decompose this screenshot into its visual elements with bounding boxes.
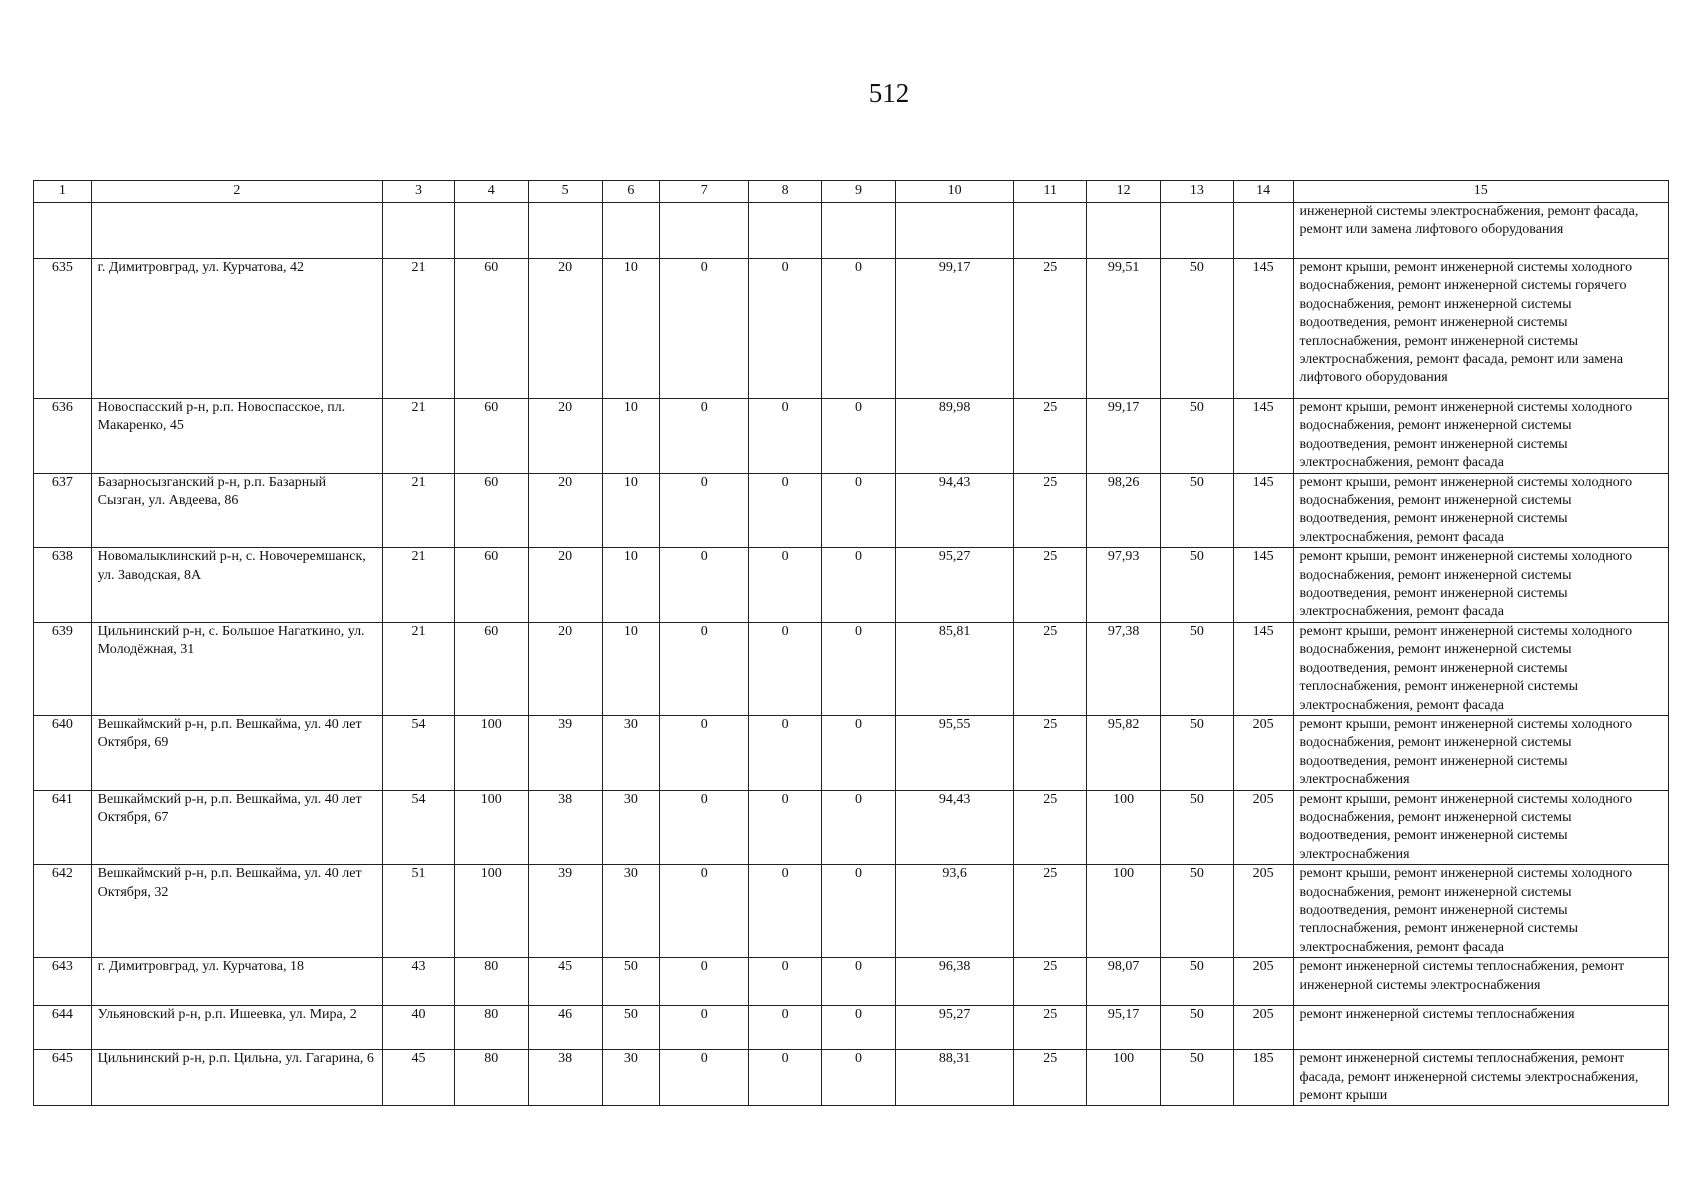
col-10-value: 99,17 <box>895 259 1013 399</box>
cell-empty <box>602 203 660 259</box>
col-12-value: 98,07 <box>1087 958 1161 1006</box>
col-11-value: 25 <box>1014 715 1087 790</box>
work-list: ремонт крыши, ремонт инженерной системы холодного водоснабжения, ремонт инженерной системы водоотведения, ремонт инженерной системы электроснабжения, ремонт фасада <box>1293 473 1668 548</box>
col-13-value: 50 <box>1160 1006 1233 1050</box>
col-5-value: 20 <box>528 622 602 715</box>
col-4-value: 100 <box>454 790 528 865</box>
col-11-value: 25 <box>1014 399 1087 474</box>
col-5-value: 20 <box>528 548 602 623</box>
col-7-value: 0 <box>660 790 749 865</box>
col-5-value: 20 <box>528 259 602 399</box>
column-number-9: 9 <box>822 181 896 203</box>
col-3-value: 54 <box>383 790 455 865</box>
col-3-value: 21 <box>383 622 455 715</box>
column-number-7: 7 <box>660 181 749 203</box>
col-13-value: 50 <box>1160 958 1233 1006</box>
work-list: ремонт крыши, ремонт инженерной системы холодного водоснабжения, ремонт инженерной системы водоотведения, ремонт инженерной системы теплоснабжения, ремонт инженерной системы электроснабжения, ремонт фасада <box>1293 865 1668 958</box>
col-6-value: 10 <box>602 473 660 548</box>
col-3-value: 51 <box>383 865 455 958</box>
cell-empty <box>1233 203 1293 259</box>
column-number-10: 10 <box>895 181 1013 203</box>
col-6-value: 50 <box>602 958 660 1006</box>
col-7-value: 0 <box>660 548 749 623</box>
table-row <box>34 622 1669 715</box>
table-row <box>34 548 1669 623</box>
work-list: ремонт инженерной системы теплоснабжения, ремонт инженерной системы электроснабжения <box>1293 958 1668 1006</box>
col-6-value: 50 <box>602 1006 660 1050</box>
col-4-value: 60 <box>454 259 528 399</box>
address: Цильнинский р-н, р.п. Цильна, ул. Гагарина, 6 <box>91 1050 382 1106</box>
col-10-value: 89,98 <box>895 399 1013 474</box>
col-13-value: 50 <box>1160 622 1233 715</box>
row-number: 639 <box>34 622 92 715</box>
col-7-value: 0 <box>660 1050 749 1106</box>
cell-empty <box>454 203 528 259</box>
table-row <box>34 1006 1669 1050</box>
total-score: 205 <box>1233 715 1293 790</box>
col-3-value: 54 <box>383 715 455 790</box>
col-12-value: 99,17 <box>1087 399 1161 474</box>
col-7-value: 0 <box>660 399 749 474</box>
col-12-value: 100 <box>1087 865 1161 958</box>
col-13-value: 50 <box>1160 473 1233 548</box>
col-8-value: 0 <box>749 259 822 399</box>
col-9-value: 0 <box>822 622 896 715</box>
total-score: 205 <box>1233 790 1293 865</box>
page-number: 512 <box>868 78 910 108</box>
total-score: 145 <box>1233 622 1293 715</box>
col-6-value: 10 <box>602 622 660 715</box>
register-table <box>33 180 1669 1106</box>
col-8-value: 0 <box>749 865 822 958</box>
col-11-value: 25 <box>1014 1006 1087 1050</box>
cell-empty <box>660 203 749 259</box>
col-8-value: 0 <box>749 399 822 474</box>
col-5-value: 38 <box>528 790 602 865</box>
column-number-14: 14 <box>1233 181 1293 203</box>
col-7-value: 0 <box>660 622 749 715</box>
col-3-value: 40 <box>383 1006 455 1050</box>
col-8-value: 0 <box>749 622 822 715</box>
total-score: 185 <box>1233 1050 1293 1106</box>
row-number: 638 <box>34 548 92 623</box>
table-row <box>34 399 1669 474</box>
col-11-value: 25 <box>1014 958 1087 1006</box>
table-row <box>34 958 1669 1006</box>
col-5-value: 39 <box>528 865 602 958</box>
col-10-value: 95,27 <box>895 1006 1013 1050</box>
row-number: 637 <box>34 473 92 548</box>
work-list: ремонт крыши, ремонт инженерной системы холодного водоснабжения, ремонт инженерной системы водоотведения, ремонт инженерной системы электроснабжения <box>1293 715 1668 790</box>
table-row <box>34 1050 1669 1106</box>
col-5-value: 20 <box>528 399 602 474</box>
col-4-value: 60 <box>454 399 528 474</box>
col-9-value: 0 <box>822 865 896 958</box>
col-3-value: 45 <box>383 1050 455 1106</box>
col-8-value: 0 <box>749 790 822 865</box>
address: Новомалыклинский р-н, с. Новочеремшанск, ул. Заводская, 8А <box>91 548 382 623</box>
col-11-value: 25 <box>1014 259 1087 399</box>
total-score: 205 <box>1233 1006 1293 1050</box>
work-list: ремонт инженерной системы теплоснабжения <box>1293 1006 1668 1050</box>
cell-empty <box>822 203 896 259</box>
address: Ульяновский р-н, р.п. Ишеевка, ул. Мира, 2 <box>91 1006 382 1050</box>
total-score: 145 <box>1233 399 1293 474</box>
col-8-value: 0 <box>749 473 822 548</box>
col-13-value: 50 <box>1160 865 1233 958</box>
address: Новоспасский р-н, р.п. Новоспасское, пл. Макаренко, 45 <box>91 399 382 474</box>
col-13-value: 50 <box>1160 548 1233 623</box>
col-13-value: 50 <box>1160 790 1233 865</box>
address: г. Димитровград, ул. Курчатова, 18 <box>91 958 382 1006</box>
column-number-5: 5 <box>528 181 602 203</box>
col-10-value: 85,81 <box>895 622 1013 715</box>
col-10-value: 94,43 <box>895 473 1013 548</box>
col-12-value: 95,82 <box>1087 715 1161 790</box>
column-number-11: 11 <box>1014 181 1087 203</box>
col-11-value: 25 <box>1014 473 1087 548</box>
table-row <box>34 259 1669 399</box>
col-13-value: 50 <box>1160 259 1233 399</box>
cell-empty <box>749 203 822 259</box>
continuation-row <box>34 203 1669 259</box>
total-score: 145 <box>1233 548 1293 623</box>
table-row <box>34 790 1669 865</box>
col-8-value: 0 <box>749 548 822 623</box>
col-5-value: 39 <box>528 715 602 790</box>
row-number: 645 <box>34 1050 92 1106</box>
col-12-value: 100 <box>1087 790 1161 865</box>
col-7-value: 0 <box>660 259 749 399</box>
col-13-value: 50 <box>1160 1050 1233 1106</box>
col-9-value: 0 <box>822 259 896 399</box>
continuation-work-list: инженерной системы электроснабжения, ремонт фасада, ремонт или замена лифтового оборудования <box>1293 203 1668 259</box>
work-list: ремонт крыши, ремонт инженерной системы холодного водоснабжения, ремонт инженерной системы водоотведения, ремонт инженерной системы теплоснабжения, ремонт инженерной системы электроснабжения, ремонт фасада <box>1293 622 1668 715</box>
col-11-value: 25 <box>1014 865 1087 958</box>
table-row <box>34 473 1669 548</box>
col-6-value: 30 <box>602 1050 660 1106</box>
column-number-3: 3 <box>383 181 455 203</box>
cell-empty <box>1160 203 1233 259</box>
cell-empty <box>1014 203 1087 259</box>
address: Цильнинский р-н, с. Большое Нагаткино, ул. Молодёжная, 31 <box>91 622 382 715</box>
row-number: 641 <box>34 790 92 865</box>
col-6-value: 10 <box>602 548 660 623</box>
cell-empty <box>528 203 602 259</box>
col-13-value: 50 <box>1160 399 1233 474</box>
address: Вешкаймский р-н, р.п. Вешкайма, ул. 40 лет Октября, 67 <box>91 790 382 865</box>
total-score: 205 <box>1233 865 1293 958</box>
col-10-value: 88,31 <box>895 1050 1013 1106</box>
col-12-value: 100 <box>1087 1050 1161 1106</box>
col-3-value: 21 <box>383 473 455 548</box>
cell-empty <box>91 203 382 259</box>
col-4-value: 60 <box>454 622 528 715</box>
col-12-value: 95,17 <box>1087 1006 1161 1050</box>
row-number: 644 <box>34 1006 92 1050</box>
work-list: ремонт инженерной системы теплоснабжения, ремонт фасада, ремонт инженерной системы электроснабжения, ремонт крыши <box>1293 1050 1668 1106</box>
col-7-value: 0 <box>660 473 749 548</box>
col-9-value: 0 <box>822 473 896 548</box>
col-3-value: 21 <box>383 259 455 399</box>
col-10-value: 93,6 <box>895 865 1013 958</box>
cell-empty <box>34 203 92 259</box>
column-number-12: 12 <box>1087 181 1161 203</box>
col-10-value: 96,38 <box>895 958 1013 1006</box>
total-score: 205 <box>1233 958 1293 1006</box>
col-12-value: 97,38 <box>1087 622 1161 715</box>
work-list: ремонт крыши, ремонт инженерной системы холодного водоснабжения, ремонт инженерной системы водоотведения, ремонт инженерной системы электроснабжения <box>1293 790 1668 865</box>
col-11-value: 25 <box>1014 790 1087 865</box>
column-number-6: 6 <box>602 181 660 203</box>
table-row <box>34 715 1669 790</box>
col-7-value: 0 <box>660 715 749 790</box>
address: г. Димитровград, ул. Курчатова, 42 <box>91 259 382 399</box>
address: Вешкаймский р-н, р.п. Вешкайма, ул. 40 лет Октября, 32 <box>91 865 382 958</box>
col-10-value: 95,27 <box>895 548 1013 623</box>
cell-empty <box>895 203 1013 259</box>
col-7-value: 0 <box>660 958 749 1006</box>
column-number-4: 4 <box>454 181 528 203</box>
address: Базарносызганский р-н, р.п. Базарный Сызган, ул. Авдеева, 86 <box>91 473 382 548</box>
col-12-value: 97,93 <box>1087 548 1161 623</box>
col-6-value: 30 <box>602 865 660 958</box>
column-number-row <box>34 181 1669 203</box>
total-score: 145 <box>1233 473 1293 548</box>
col-5-value: 38 <box>528 1050 602 1106</box>
col-3-value: 21 <box>383 399 455 474</box>
col-6-value: 30 <box>602 715 660 790</box>
col-10-value: 94,43 <box>895 790 1013 865</box>
row-number: 640 <box>34 715 92 790</box>
col-5-value: 20 <box>528 473 602 548</box>
col-11-value: 25 <box>1014 548 1087 623</box>
col-12-value: 98,26 <box>1087 473 1161 548</box>
cell-empty <box>1087 203 1161 259</box>
col-6-value: 10 <box>602 399 660 474</box>
col-4-value: 60 <box>454 473 528 548</box>
col-4-value: 80 <box>454 958 528 1006</box>
work-list: ремонт крыши, ремонт инженерной системы холодного водоснабжения, ремонт инженерной системы водоотведения, ремонт инженерной системы электроснабжения, ремонт фасада <box>1293 399 1668 474</box>
row-number: 642 <box>34 865 92 958</box>
col-5-value: 46 <box>528 1006 602 1050</box>
col-13-value: 50 <box>1160 715 1233 790</box>
col-7-value: 0 <box>660 865 749 958</box>
col-9-value: 0 <box>822 1050 896 1106</box>
col-3-value: 21 <box>383 548 455 623</box>
col-8-value: 0 <box>749 958 822 1006</box>
row-number: 643 <box>34 958 92 1006</box>
col-10-value: 95,55 <box>895 715 1013 790</box>
col-6-value: 10 <box>602 259 660 399</box>
column-number-15: 15 <box>1293 181 1668 203</box>
col-4-value: 60 <box>454 548 528 623</box>
cell-empty <box>383 203 455 259</box>
work-list: ремонт крыши, ремонт инженерной системы холодного водоснабжения, ремонт инженерной системы горячего водоснабжения, ремонт инженерной системы водоотведения, ремонт инженерной системы теплоснабжения, ремонт инженерной системы электроснабжения, ремонт фасада, ремонт или замена лифтового оборудования <box>1293 259 1668 399</box>
col-6-value: 30 <box>602 790 660 865</box>
table-row <box>34 865 1669 958</box>
col-5-value: 45 <box>528 958 602 1006</box>
row-number: 635 <box>34 259 92 399</box>
col-4-value: 100 <box>454 865 528 958</box>
col-11-value: 25 <box>1014 622 1087 715</box>
address: Вешкаймский р-н, р.п. Вешкайма, ул. 40 лет Октября, 69 <box>91 715 382 790</box>
col-8-value: 0 <box>749 1006 822 1050</box>
col-11-value: 25 <box>1014 1050 1087 1106</box>
column-number-13: 13 <box>1160 181 1233 203</box>
col-9-value: 0 <box>822 548 896 623</box>
register-table-container <box>33 180 1669 1106</box>
col-8-value: 0 <box>749 715 822 790</box>
col-4-value: 80 <box>454 1050 528 1106</box>
col-4-value: 100 <box>454 715 528 790</box>
col-9-value: 0 <box>822 399 896 474</box>
column-number-1: 1 <box>34 181 92 203</box>
col-7-value: 0 <box>660 1006 749 1050</box>
column-number-8: 8 <box>749 181 822 203</box>
work-list: ремонт крыши, ремонт инженерной системы холодного водоснабжения, ремонт инженерной системы водоотведения, ремонт инженерной системы электроснабжения, ремонт фасада <box>1293 548 1668 623</box>
col-3-value: 43 <box>383 958 455 1006</box>
total-score: 145 <box>1233 259 1293 399</box>
row-number: 636 <box>34 399 92 474</box>
col-9-value: 0 <box>822 1006 896 1050</box>
col-8-value: 0 <box>749 1050 822 1106</box>
col-9-value: 0 <box>822 790 896 865</box>
col-4-value: 80 <box>454 1006 528 1050</box>
column-number-2: 2 <box>91 181 382 203</box>
col-9-value: 0 <box>822 958 896 1006</box>
col-9-value: 0 <box>822 715 896 790</box>
col-12-value: 99,51 <box>1087 259 1161 399</box>
